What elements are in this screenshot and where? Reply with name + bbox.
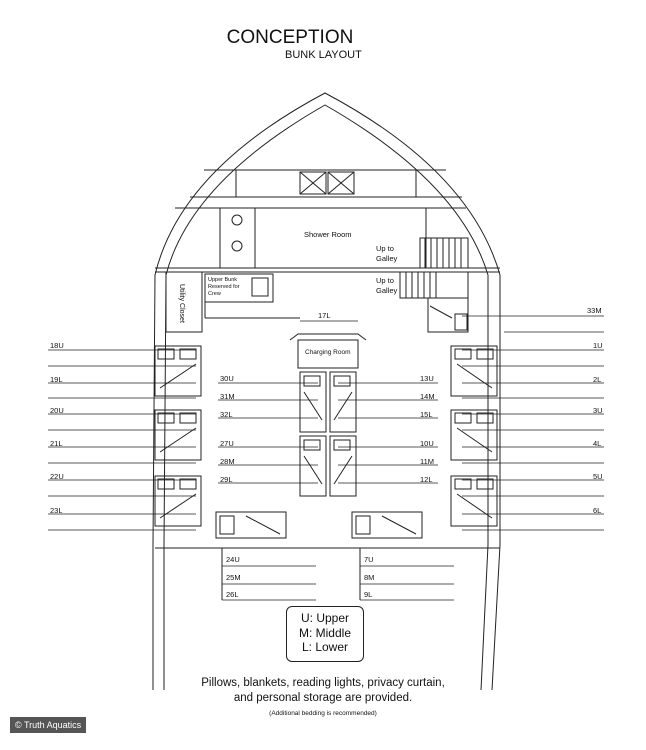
- bunk-label: 11M: [420, 457, 435, 466]
- amenities-note-line1: Pillows, blankets, reading lights, privacy curtain,: [201, 677, 445, 689]
- stairs-bottom: [400, 272, 468, 298]
- bunk-label: 32L: [220, 410, 233, 419]
- bunk-label: 15L: [420, 410, 433, 419]
- photo-credit: © Truth Aquatics: [10, 717, 86, 733]
- bunk-label: 17L: [318, 311, 331, 320]
- bunk-label: 1U: [593, 341, 603, 350]
- diagram-title: CONCEPTION: [226, 27, 354, 48]
- left-bunk-blocks: [155, 346, 201, 526]
- bunk-label: 22U: [50, 472, 64, 481]
- bunk-label: 18U: [50, 341, 64, 350]
- bedding-note: (Additional bedding is recommended): [269, 710, 377, 717]
- bunk-label: 27U: [220, 439, 234, 448]
- bunk-label: 5U: [593, 472, 603, 481]
- bunk-label: 20U: [50, 406, 64, 415]
- bunk-label: 13U: [420, 374, 434, 383]
- amenities-note-line2: and personal storage are provided.: [233, 692, 413, 704]
- bunk-label: 4L: [593, 439, 602, 448]
- legend-upper: U: Upper: [300, 611, 350, 625]
- bunk-label: 6L: [593, 506, 602, 515]
- toilet-icon: [232, 215, 242, 225]
- bunk-label: 12L: [420, 475, 433, 484]
- bunk-label: 10U: [420, 439, 434, 448]
- bunk-legend: [286, 606, 364, 662]
- bunk-label: 30U: [220, 374, 234, 383]
- legend-lower: L: Lower: [301, 640, 349, 654]
- charging-room-label: Charging Room: [305, 349, 351, 356]
- bunk-label: 23L: [50, 506, 63, 515]
- galley-stairs-label: Up to Galley: [376, 244, 398, 263]
- bunk-label: 9L: [364, 590, 373, 599]
- bunk-label: 28M: [220, 457, 235, 466]
- bunk-label: 7U: [364, 555, 374, 564]
- bunk-label: 33M: [587, 306, 602, 315]
- bunk-label: 2L: [593, 375, 602, 384]
- right-bunk-blocks: [451, 346, 497, 526]
- bunk-label: 24U: [226, 555, 240, 564]
- bunk-label: 31M: [220, 392, 235, 401]
- bunk-label: 25M: [226, 573, 241, 582]
- shower-room-label: Shower Room: [304, 230, 352, 239]
- utility-closet-label: Utility Closet: [178, 284, 185, 323]
- bunk-label: 21L: [50, 439, 63, 448]
- bunk-label: 14M: [420, 392, 435, 401]
- bunk-33: [428, 298, 468, 332]
- bunk-label: 8M: [364, 573, 375, 582]
- galley-stairs-label: Up to Galley: [376, 276, 398, 295]
- crew-bunk-label: Upper Bunk Reserved for Crew: [208, 277, 240, 297]
- bunk-label: 3U: [593, 406, 603, 415]
- legend-middle: M: Middle: [298, 625, 351, 640]
- center-bunk-blocks: [300, 372, 356, 496]
- diagram-subtitle: BUNK LAYOUT: [285, 49, 362, 61]
- bunk-label: 26L: [226, 590, 239, 599]
- bunk-label: 29L: [220, 475, 233, 484]
- bunk-label: 19L: [50, 375, 63, 384]
- toilet-icon: [232, 241, 242, 251]
